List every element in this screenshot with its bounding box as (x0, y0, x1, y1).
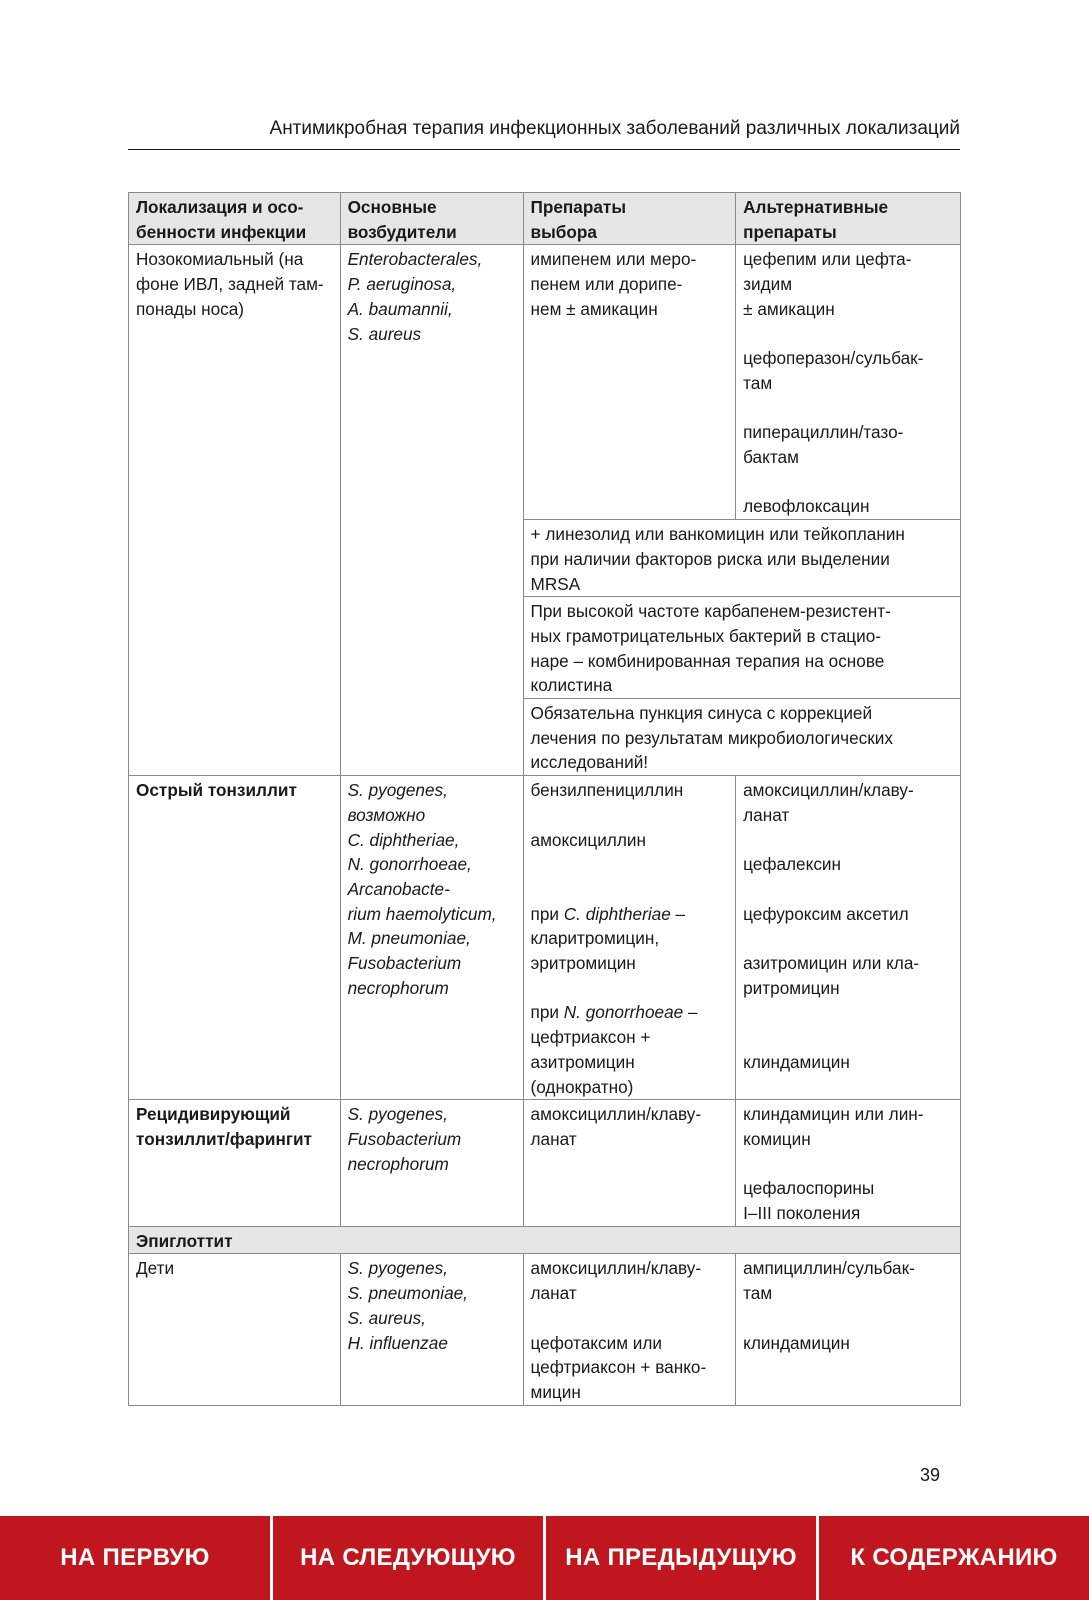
header-location: Локализация и осо- бенности инфекции (129, 193, 341, 245)
cell-note-puncture: Обязательна пункция синуса с коррекцией лечения по результатам микробиологических исследований! (523, 699, 960, 776)
cell-alt-nosocomial: цефепим или цефта- зидим ± амикацин цефоперазон/сульбак- там пиперациллин/тазо- бактам левофлоксацин (736, 245, 961, 520)
cell-drugs-acute-tonsillitis: бензилпенициллин амоксициллин при C. diphtheriae – кларитромицин, эритромицин при N. gonorrhoeae – цефтриаксон + азитромицин (однократно) (523, 776, 736, 1100)
cell-pathogens-acute-tonsillitis: S. pyogenes, возможно C. diphtheriae, N. gonorrhoeae, Arcanobacte- rium haemolyticum, M. pneumoniae, Fusobacterium necrophorum (340, 776, 523, 1100)
cell-note-mrsa: + линезолид или ванкомицин или тейкопланин при наличии факторов риска или выделении MRSA (523, 520, 960, 597)
cell-drugs-epiglottitis: амоксициллин/клаву- ланат цефотаксим или цефтриаксон + ванко- мицин (523, 1254, 736, 1405)
cell-pathogens-nosocomial: Enterobacterales, P. aeruginosa, A. baumannii, S. aureus (340, 245, 523, 776)
nav-next-button[interactable]: НА СЛЕДУЮЩУЮ (273, 1516, 546, 1600)
table-row (129, 776, 961, 1100)
cell-note-carbapenem: При высокой частоте карбапенем-резистент- ных грамотрицательных бактерий в стацио- наре – комбинированная терапия на основе колистина (523, 597, 960, 699)
cell-location-recurrent: Рецидивирующий тонзиллит/фарингит (129, 1100, 341, 1227)
cell-drugs-nosocomial: имипенем или меро- пенем или дорипе- нем ± амикацин (523, 245, 736, 520)
nav-prev-button[interactable]: НА ПРЕДЫДУЩУЮ (546, 1516, 819, 1600)
cell-alt-acute-tonsillitis: амоксициллин/клаву- ланат цефалексин цефуроксим аксетил азитромицин или кла- ритромицин клиндамицин (736, 776, 961, 1100)
cell-location-children: Дети (129, 1254, 341, 1405)
running-header: Антимикробная терапия инфекционных заболеваний различных локализаций (128, 118, 960, 150)
nav-first-button[interactable]: НА ПЕРВУЮ (0, 1516, 273, 1600)
table-header-row (129, 193, 961, 245)
header-drugs: Препараты выбора (523, 193, 736, 245)
antimicrobial-table (128, 192, 961, 1406)
table-section-row (129, 1226, 961, 1254)
header-alternatives: Альтернативные препараты (736, 193, 961, 245)
table-row (129, 245, 961, 520)
nav-contents-button[interactable]: К СОДЕРЖАНИЮ (819, 1516, 1089, 1600)
cell-drugs-recurrent: амоксициллин/клаву- ланат (523, 1100, 736, 1227)
section-epiglottitis: Эпиглоттит (129, 1226, 961, 1254)
cell-alt-recurrent: клиндамицин или лин- комицин цефалоспорины I–III поколения (736, 1100, 961, 1227)
cell-location-nosocomial: Нозокомиальный (на фоне ИВЛ, задней там- понады носа) (129, 245, 341, 776)
header-pathogens: Основные возбудители (340, 193, 523, 245)
cell-pathogens-recurrent: S. pyogenes, Fusobacterium necrophorum (340, 1100, 523, 1227)
cell-location-acute-tonsillitis: Острый тонзиллит (129, 776, 341, 1100)
cell-pathogens-epiglottitis: S. pyogenes, S. pneumoniae, S. aureus, H. influenzae (340, 1254, 523, 1405)
navigation-bar (0, 1516, 1089, 1600)
page-number: 39 (920, 1465, 941, 1485)
table-row (129, 1254, 961, 1405)
table-row (129, 1100, 961, 1227)
cell-alt-epiglottitis: ампициллин/сульбак- там клиндамицин (736, 1254, 961, 1405)
